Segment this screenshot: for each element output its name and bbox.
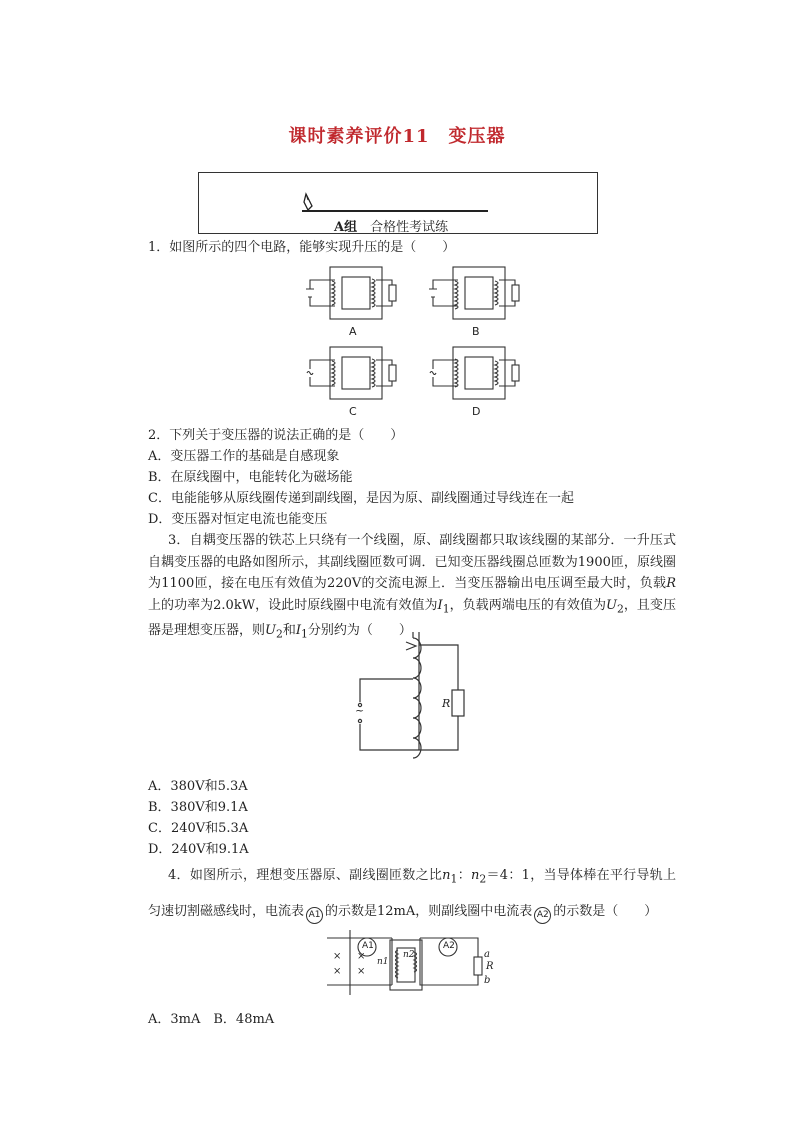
q4-ratio: ＝4：1，当导体棒在平行导轨上匀速切割磁感线时，电流表 xyxy=(148,868,676,919)
q3-u2-b: U xyxy=(265,622,276,638)
q4-fig-r: R xyxy=(486,961,494,972)
q2-option-d: D．变压器对恒定电流也能变压 xyxy=(148,512,328,527)
q3-i1-sub: 1 xyxy=(442,602,450,616)
ammeter-a1-icon: A1 xyxy=(306,907,323,924)
q3-option-d: D．240V和9.1A xyxy=(148,842,249,857)
q1-label-b: B xyxy=(472,325,480,338)
q4-fig-a-terminal: a xyxy=(484,949,490,960)
page-title: 课时素养评价11 变压器 xyxy=(288,126,506,147)
q2-option-c: C．电能能够从原线圈传递到副线圈，是因为原、副线圈通过导线连在一起 xyxy=(148,491,574,506)
q4-n2: n xyxy=(470,868,480,883)
section-name: 合格性考试练 xyxy=(357,220,449,235)
q4-colon: ： xyxy=(457,868,471,883)
q1-label-a: A xyxy=(349,325,357,338)
q3-u2: U xyxy=(606,597,617,613)
q1-label-d: D xyxy=(472,405,481,418)
q3-fig-r-label: R xyxy=(442,697,451,710)
q3-i1-b: I xyxy=(295,622,302,638)
q1-stem: 1．如图所示的四个电路，能够实现升压的是（ ） xyxy=(148,240,456,255)
q4-fig-field-2: × xyxy=(357,951,366,962)
q4-fig-field-1: × xyxy=(333,951,342,962)
q2-option-a: A．变压器工作的基础是自感现象 xyxy=(148,449,340,464)
q4-stem-a: 4．如图所示，理想变压器原、副线圈匝数之比 xyxy=(168,868,443,883)
q4-options: A．3mA B．48mA xyxy=(148,1012,275,1027)
q3-fig-source: ~ xyxy=(355,704,365,717)
q3-u2-sub: 2 xyxy=(616,602,624,616)
q3-option-b: B．380V和9.1A xyxy=(148,800,248,815)
q4-fig-n1: n1 xyxy=(377,957,389,967)
q4-fig-b-terminal: b xyxy=(484,975,491,986)
q4-fig-a2: A2 xyxy=(443,941,455,951)
q4-n1-sub: 1 xyxy=(450,872,458,886)
q2-option-b: B．在原线圈中，电能转化为磁场能 xyxy=(148,470,353,485)
q4-n1: n xyxy=(442,868,451,883)
q3-i1: I xyxy=(437,597,443,613)
q4-n2-sub: 2 xyxy=(479,872,487,886)
q3-stem-e: 和 xyxy=(282,622,296,638)
q3-option-a: A．380V和5.3A xyxy=(148,779,248,794)
q1-label-c: C xyxy=(349,405,357,418)
q3-stem-c: ，负载两端电压的有效值为 xyxy=(449,597,606,613)
q3-option-c: C．240V和5.3A xyxy=(148,821,249,836)
q4-fig-field-4: × xyxy=(357,966,366,977)
q3-i1-sub-b: 1 xyxy=(301,627,308,641)
q4-fig-field-3: × xyxy=(333,966,342,977)
q3-u2-sub-b: 2 xyxy=(275,627,283,641)
section-group: A组 xyxy=(334,220,358,235)
q3-stem-a: 3．自耦变压器的铁芯上只绕有一个线圈，原、副线圈都只取该线圈的某部分．一升压式自耦变压器的电路如图所示，其副线圈匝数可调．已知变压器线圈总匝数为1900匝，原线圈为1100匝，接在电压有效值为220V的交流电源上．当变压器输出电压调至最大时，负载 xyxy=(148,533,676,591)
q4-fig-n2: n2 xyxy=(403,950,415,960)
q3-stem-f: 分别约为（ ） xyxy=(307,622,412,638)
q3-r: R xyxy=(666,576,676,591)
q4-end: 的示数是（ ） xyxy=(553,903,658,919)
q3-stem-d: ，且变压器是理想变压器，则 xyxy=(148,597,676,638)
q4-fig-a1: A1 xyxy=(362,941,374,951)
q2-stem: 2．下列关于变压器的说法正确的是（ ） xyxy=(148,428,404,443)
ammeter-a2-icon: A2 xyxy=(534,907,551,924)
q4-mid: 的示数是12mA，则副线圈中电流表 xyxy=(325,903,533,919)
q3-stem-b: 上的功率为2.0kW，设此时原线圈中电流有效值为 xyxy=(148,597,438,613)
